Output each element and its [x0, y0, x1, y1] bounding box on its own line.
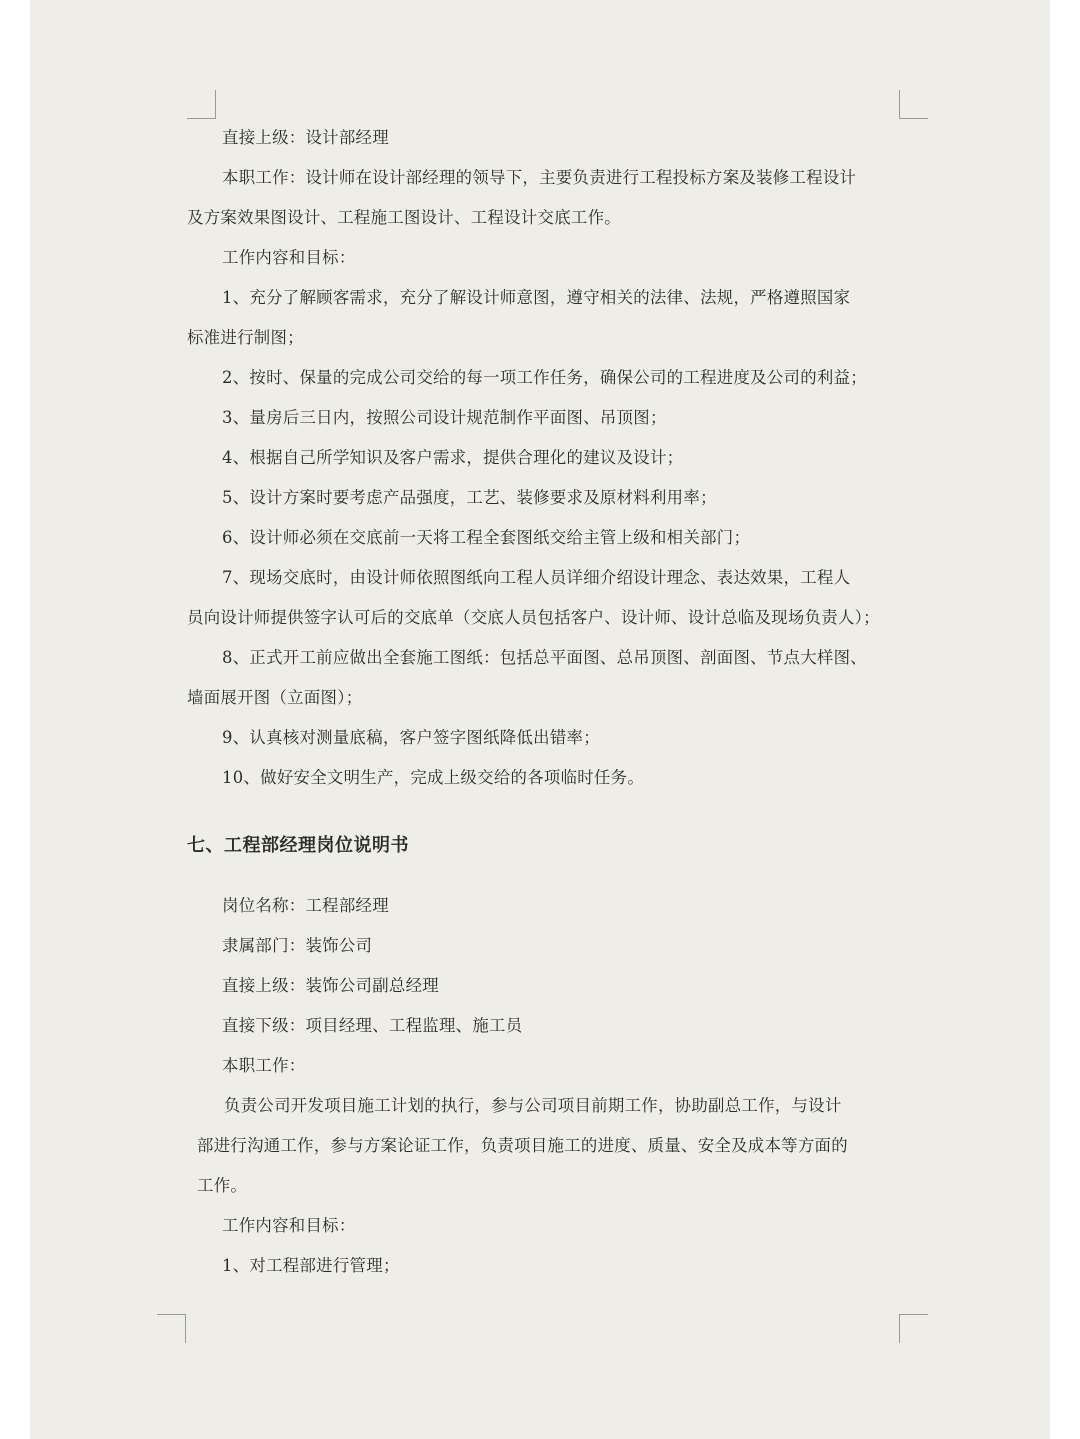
- text-line: 标准进行制图；: [187, 328, 304, 347]
- list-item: 1、充分了解顾客需求，充分了解设计师意图，遵守相关的法律、法规，严格遵照国家: [222, 288, 851, 307]
- list-item: 2、按时、保量的完成公司交给的每一项工作任务，确保公司的工程进度及公司的利益；: [222, 368, 867, 387]
- list-item: 10、做好安全文明生产，完成上级交给的各项临时任务。: [222, 768, 645, 787]
- list-item: 8、正式开工前应做出全套施工图纸：包括总平面图、总吊顶图、剖面图、节点大样图、: [222, 648, 867, 667]
- corner-mark-top-left: [187, 90, 216, 119]
- text-line: 员向设计师提供签字认可后的交底单（交底人员包括客户、设计师、设计总临及现场负责人）；: [187, 608, 880, 627]
- text-line: 工作内容和目标：: [222, 248, 356, 267]
- corner-mark-top-right: [899, 90, 928, 119]
- text-line: 直接下级：项目经理、工程监理、施工员: [222, 1016, 523, 1035]
- list-item: 1、对工程部进行管理；: [222, 1256, 400, 1275]
- corner-mark-bottom-right: [899, 1314, 928, 1343]
- list-item: 4、根据自己所学知识及客户需求，提供合理化的建议及设计；: [222, 448, 684, 467]
- text-line: 直接上级：设计部经理: [222, 128, 389, 147]
- text-line: 直接上级：装饰公司副总经理: [222, 976, 439, 995]
- section-heading: 七、工程部经理岗位说明书: [187, 835, 409, 856]
- text-line: 及方案效果图设计、工程施工图设计、工程设计交底工作。: [187, 208, 621, 227]
- list-item: 5、设计方案时要考虑产品强度，工艺、装修要求及原材料利用率；: [222, 488, 717, 507]
- corner-mark-bottom-left: [157, 1314, 186, 1343]
- text-line: 本职工作：设计师在设计部经理的领导下，主要负责进行工程投标方案及装修工程设计: [222, 168, 857, 187]
- list-item: 9、认真核对测量底稿，客户签字图纸降低出错率；: [222, 728, 600, 747]
- document-page: [30, 0, 1050, 1439]
- list-item: 6、设计师必须在交底前一天将工程全套图纸交给主管上级和相关部门；: [222, 528, 751, 547]
- document-body: [187, 120, 899, 1288]
- text-line: 岗位名称：工程部经理: [222, 896, 389, 915]
- text-line: 本职工作：: [222, 1056, 306, 1075]
- text-line: 隶属部门：装饰公司: [222, 936, 373, 955]
- text-line: 负责公司开发项目施工计划的执行，参与公司项目前期工作，协助副总工作，与设计: [224, 1096, 842, 1115]
- list-item: 3、量房后三日内，按照公司设计规范制作平面图、吊顶图；: [222, 408, 667, 427]
- text-line: 墙面展开图（立面图）；: [187, 688, 363, 707]
- text-line: 工作。: [197, 1176, 248, 1195]
- text-line: 工作内容和目标：: [222, 1216, 356, 1235]
- text-line: 部进行沟通工作，参与方案论证工作，负责项目施工的进度、质量、安全及成本等方面的: [197, 1136, 848, 1155]
- list-item: 7、现场交底时，由设计师依照图纸向工程人员详细介绍设计理念、表达效果，工程人: [222, 568, 851, 587]
